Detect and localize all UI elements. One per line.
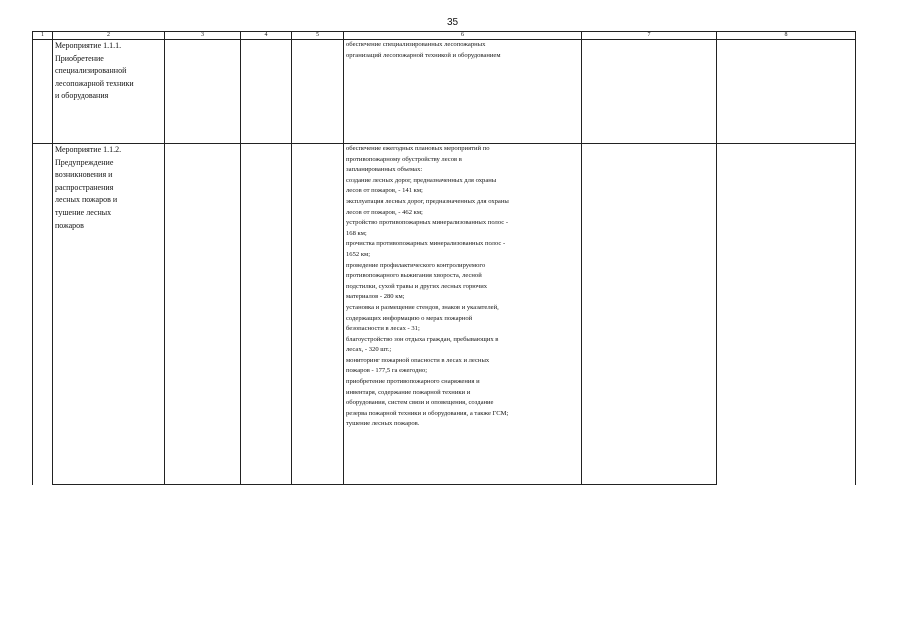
description-line: материалов - 280 км; [346, 293, 405, 301]
description-line: оборудования, систем связи и оповещения, создание [346, 399, 494, 407]
activity-name-line: Мероприятие 1.1.2. [55, 145, 122, 154]
description-line: приобретение противопожарного снаряжения и [346, 378, 480, 386]
description-line: противопожарному обустройству лесов в [346, 155, 462, 163]
cell-empty [241, 144, 292, 485]
column-header-7: 7 [582, 32, 717, 40]
cell-empty [717, 144, 856, 485]
column-header-6: 6 [344, 32, 582, 40]
cell-empty [292, 40, 344, 144]
description-line: лесах, - 320 шт.; [346, 346, 392, 354]
description-line: создание лесных дорог, предназначенных для охраны [346, 176, 497, 184]
activity-name-line: лесных пожаров и [55, 195, 118, 205]
description-line: благоустройство зон отдыха граждан, пребывающих в [346, 335, 499, 343]
description-line: обеспечение специализированных лесопожарных [346, 41, 486, 48]
column-header-2: 2 [53, 32, 165, 40]
table-row [33, 40, 856, 144]
description-line: эксплуатация лесных дорог, предназначенных для охраны [346, 197, 509, 205]
description-line: лесов от пожаров, - 462 км; [346, 208, 423, 216]
description-line: противопожарного выжигания хвороста, лесной [346, 272, 482, 280]
column-header-5: 5 [292, 32, 344, 40]
description-line: проведение профилактического контролируемого [346, 261, 486, 269]
description-line: тушение лесных пожаров. [346, 420, 420, 428]
activity-name-line: пожаров [55, 220, 84, 230]
description-line: содержащих информацию о мерах пожарной [346, 314, 473, 322]
column-header-1: 1 [33, 32, 53, 40]
description-line: пожаров - 177,5 га ежегодно; [346, 367, 428, 375]
description-line: инвентаря, содержание пожарной техники и [346, 388, 471, 396]
description-line: мониторинг пожарной опасности в лесах и лесных [346, 356, 490, 364]
cell-empty [582, 144, 717, 485]
document-table [32, 31, 856, 485]
column-number-row [33, 32, 856, 40]
cell-empty [165, 144, 241, 485]
activity-description-cell [344, 40, 582, 144]
cell-empty [582, 40, 717, 144]
description-line: безопасности в лесах - 31; [346, 325, 420, 333]
activity-name-line: лесопожарной техники [55, 78, 134, 88]
activity-name-line: Предупреждение [55, 157, 114, 167]
cell-empty [165, 40, 241, 144]
column-header-8: 8 [717, 32, 856, 40]
cell-empty [717, 40, 856, 144]
description-line: резерва пожарной техники и оборудования, а также ГСМ; [346, 409, 509, 417]
activity-name-line: специализированной [55, 66, 127, 76]
page-number: 35 [446, 17, 459, 28]
activity-name-line: и оборудования [55, 91, 109, 101]
description-line: прочистка противопожарных минерализованных полос - [346, 240, 506, 248]
activity-description-cell [344, 144, 582, 485]
cell-empty [33, 40, 53, 144]
description-line: подстилки, сухой травы и других лесных горючих [346, 282, 488, 290]
activity-name-line: тушение лесных [55, 207, 112, 217]
description-line: 1652 км; [346, 250, 371, 258]
description-line: 168 км; [346, 229, 367, 237]
description-line: устройство противопожарных минерализованных полос - [346, 219, 509, 227]
activity-name-line: распространения [55, 182, 114, 192]
description-line: организаций лесопожарной техникой и оборудованием [346, 51, 501, 59]
column-header-4: 4 [241, 32, 292, 40]
cell-empty [292, 144, 344, 485]
column-header-3: 3 [165, 32, 241, 40]
activity-name-cell [53, 144, 165, 485]
description-line: установка и размещение стендов, знаков и указателей, [346, 303, 499, 311]
description-line: лесов от пожаров, - 141 км; [346, 187, 423, 195]
activity-name-line: возникновения и [55, 170, 113, 180]
description-line: обеспечение ежегодных плановых мероприятий по [346, 145, 490, 152]
activity-name-cell [53, 40, 165, 144]
activity-name-line: Приобретение [55, 53, 104, 63]
description-line: запланированных объемах: [346, 166, 423, 174]
activity-name-line: Мероприятие 1.1.1. [55, 41, 122, 50]
table-row [33, 144, 856, 485]
cell-empty [241, 40, 292, 144]
cell-empty [33, 144, 53, 485]
